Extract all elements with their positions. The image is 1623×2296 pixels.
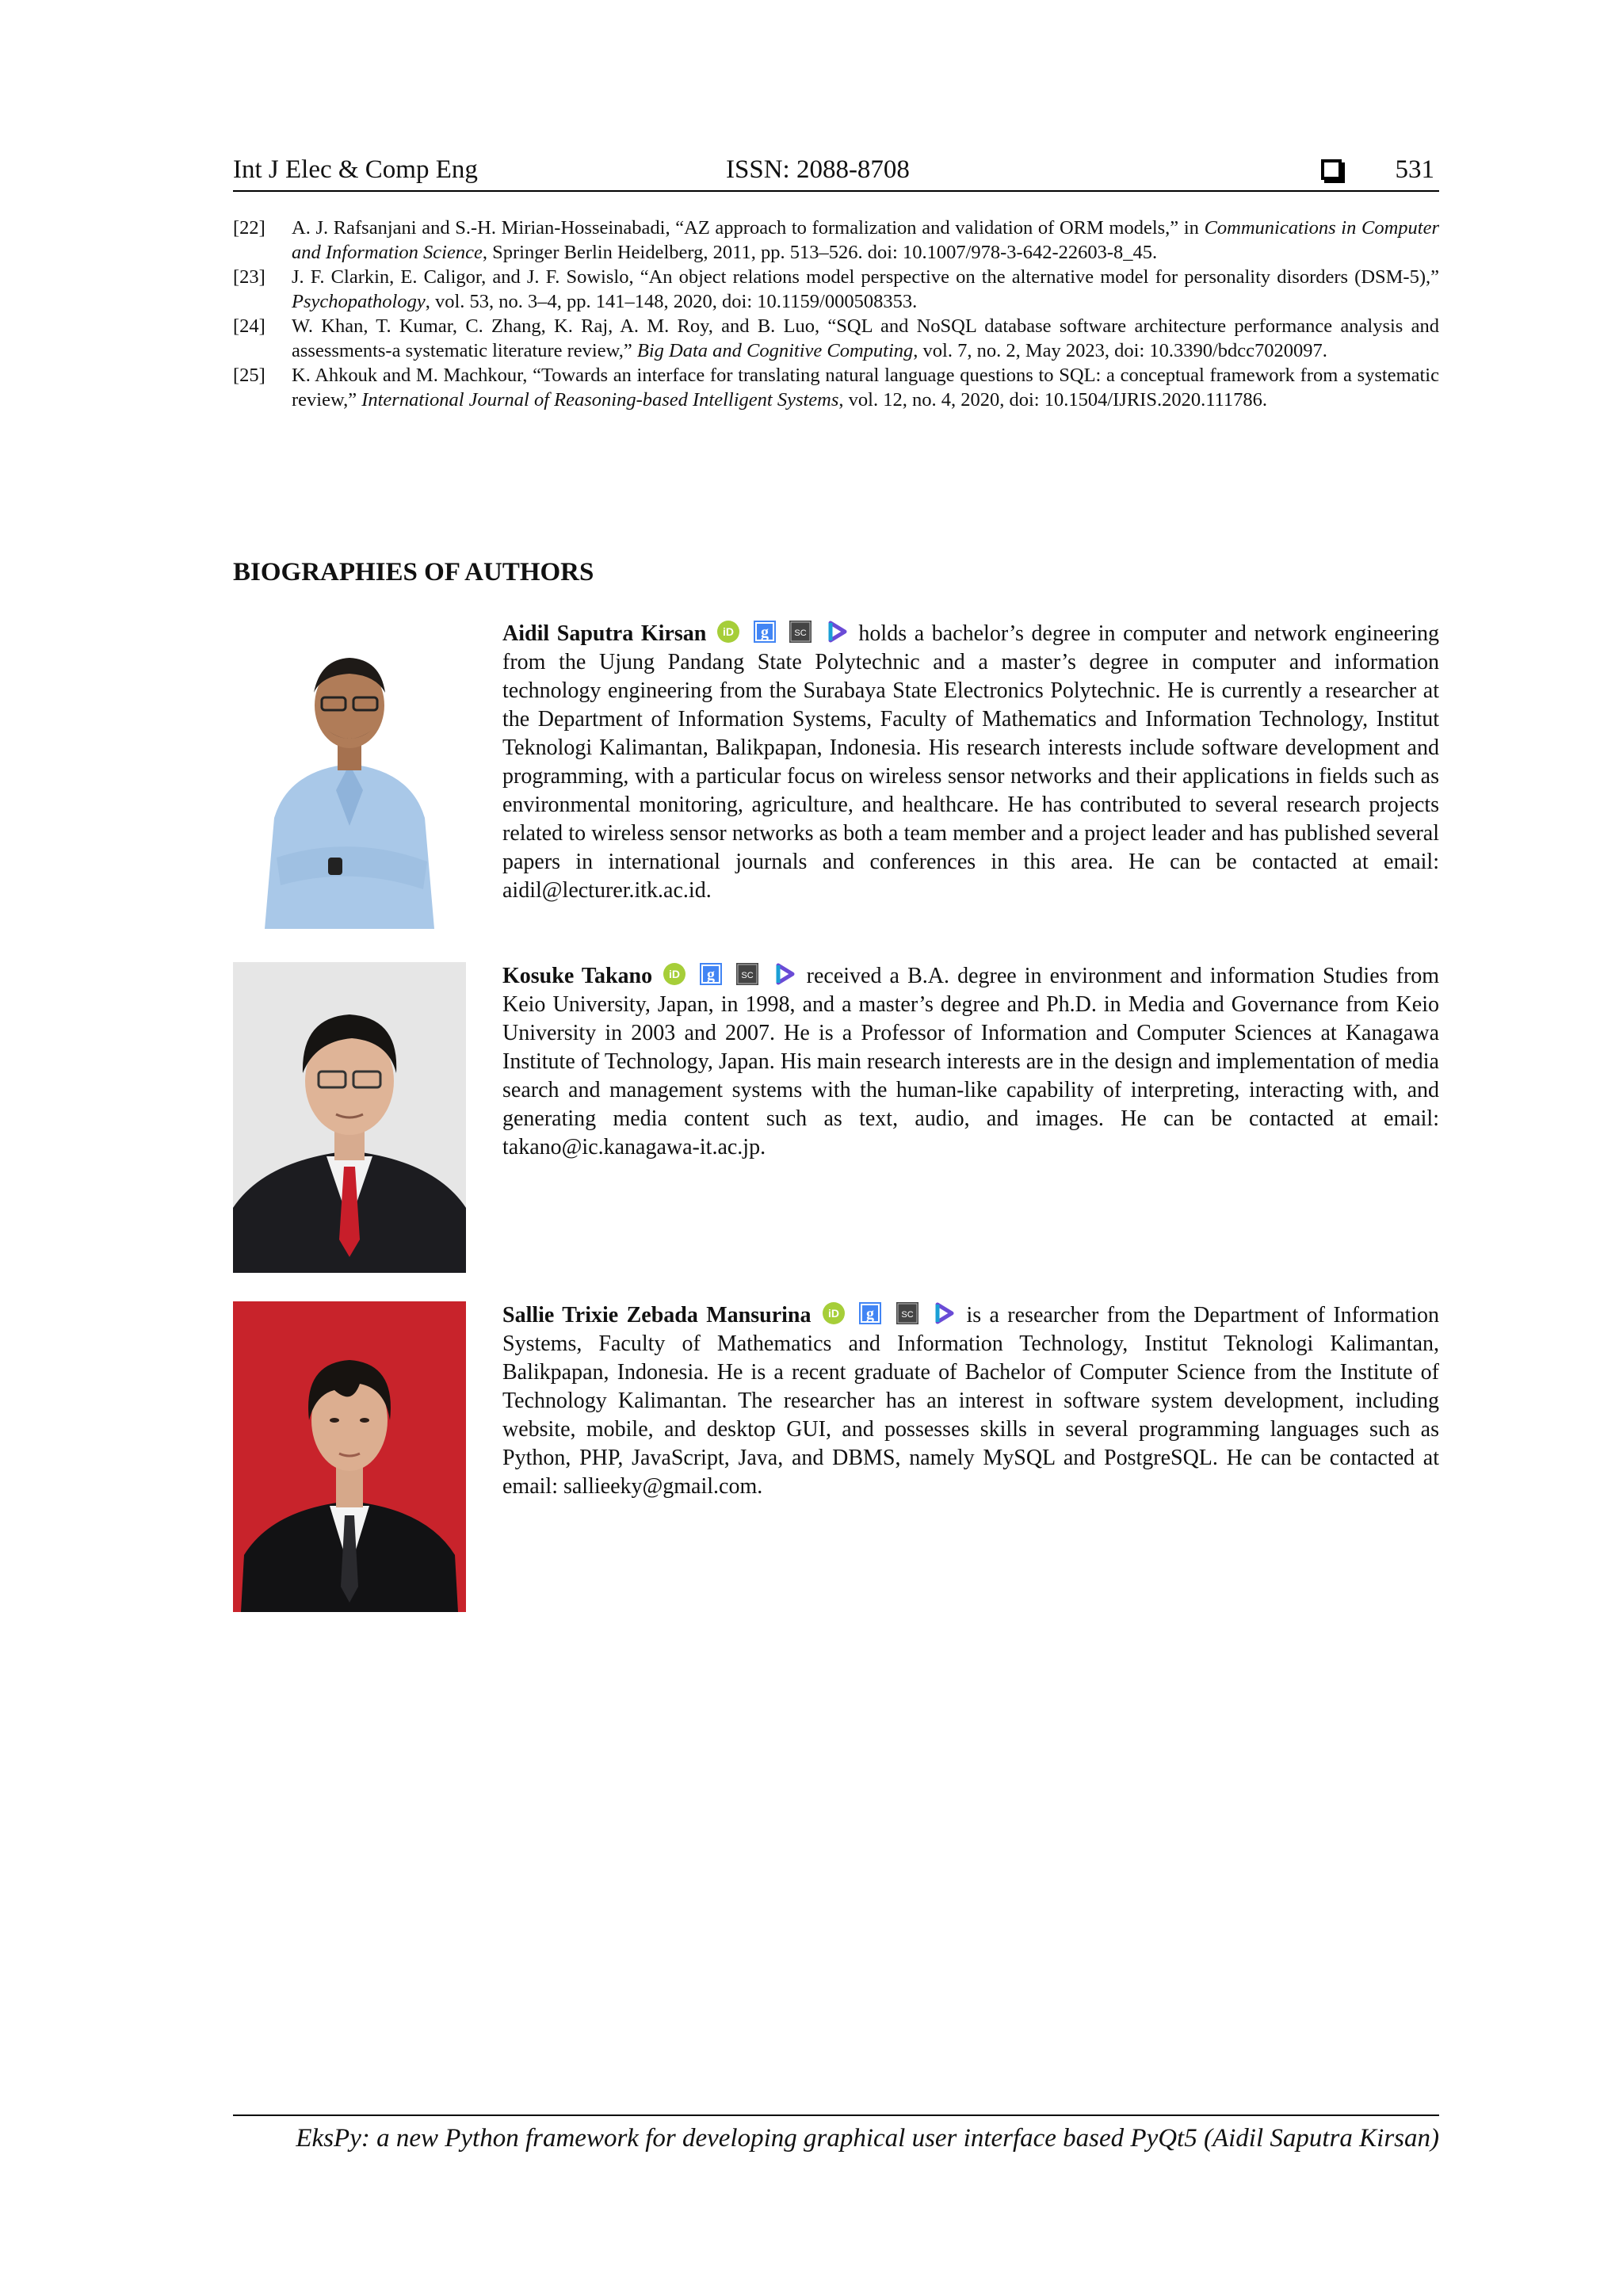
publons-icon[interactable] [773,962,796,986]
reference-details: , vol. 12, no. 4, 2020, doi: 10.1504/IJRIS.2020.111786. [838,389,1268,411]
orcid-icon[interactable] [822,1301,846,1325]
reference-venue: International Journal of Reasoning-based Intelligent Systems [361,389,839,411]
reference-venue: Communications in Computer and Information Science [292,217,1439,263]
author-biography-2 [233,962,1439,1279]
biographies-heading: BIOGRAPHIES OF AUTHORS [233,558,594,586]
running-footer [233,2115,1439,2153]
author-photo [233,620,466,929]
running-header [233,155,1439,192]
footer-title: EksPy: a new Python framework for developing graphical user interface based PyQt5 (Aidil Saputra Kirsan) [296,2124,1439,2153]
orcid-icon[interactable] [663,962,686,986]
reference-number: [22] [233,217,265,239]
reference-authors-title: A. J. Rafsanjani and S.-H. Mirian-Hosseinabadi, “AZ approach to formalization and validation of ORM models,” in [292,217,1205,239]
publons-icon[interactable] [932,1301,956,1325]
reference-item [233,363,1439,412]
scopus-icon[interactable] [735,962,759,986]
reference-item [233,314,1439,363]
reference-venue: Psychopathology [292,291,426,312]
issn: ISSN: 2088-8708 [726,155,910,184]
author-bio: received a B.A. degree in environment and information Studies from Keio University, Japan, in 1998, and a master’s degree and Ph.D. in Media and Governance from Keio University in 2003 and 2007. He is a Professor of Information and Computer Sciences at Kanagawa Institute of Technology, Japan. His main research interests are in the design and implementation of media search and management systems with the human-like capability of interpreting, interacting with, and generating media content such as text, audio, and images. He can be contacted at email: takano@ic.kanagawa-it.ac.jp. [502,964,1440,1159]
reference-authors-title: J. F. Clarkin, E. Caligor, and J. F. Sowislo, “An object relations model perspective on the alternative model for personality disorders (DSM-5),” [292,266,1439,288]
reference-list [233,216,1439,412]
author-bio-text [502,620,1439,905]
google-scholar-icon[interactable] [858,1301,882,1325]
author-biography-3 [233,1301,1439,1618]
google-scholar-icon[interactable] [753,620,777,644]
reference-details: , Springer Berlin Heidelberg, 2011, pp. 513–526. doi: 10.1007/978-3-642-22603-8_45. [482,242,1158,263]
author-name: Aidil Saputra Kirsan [502,621,707,646]
author-name: Kosuke Takano [502,964,653,988]
scopus-icon[interactable] [789,620,812,644]
reference-details: , vol. 53, no. 3–4, pp. 141–148, 2020, doi: 10.1159/000508353. [425,291,918,312]
author-bio-text [502,1301,1439,1501]
reference-number: [25] [233,365,265,386]
reference-authors-title: W. Khan, T. Kumar, C. Zhang, K. Raj, A. M. Roy, and B. Luo, “SQL and NoSQL database software architecture performance analysis and assessments-a systematic literature review,” [292,315,1439,361]
reference-authors-title: K. Ahkouk and M. Machkour, “Towards an interface for translating natural language questions to SQL: a conceptual framework from a systematic review,” [292,365,1439,411]
checkbox-square-icon [1321,159,1342,180]
author-photo [233,962,466,1273]
author-bio-text [502,962,1439,1162]
journal-name: Int J Elec & Comp Eng [233,155,478,184]
scopus-icon[interactable] [896,1301,919,1325]
author-name: Sallie Trixie Zebada Mansurina [502,1303,812,1328]
author-biography-1 [233,620,1439,937]
reference-item [233,265,1439,314]
author-photo [233,1301,466,1612]
reference-details: , vol. 7, no. 2, May 2023, doi: 10.3390/bdcc7020097. [913,340,1327,361]
author-bio: holds a bachelor’s degree in computer and network engineering from the Ujung Pandang State Polytechnic and a master’s degree in computer and information technology engineering from the Surabaya State Electronics Polytechnic. He is currently a researcher at the Department of Information Systems, Faculty of Mathematics and Information Technology, Institut Teknologi Kalimantan, Balikpapan, Indonesia. His research interests include software development and programming, with a particular focus on wireless sensor networks and their applications in fields such as environmental monitoring, agriculture, and healthcare. He has contributed to several research projects related to wireless sensor networks as both a team member and a project leader and has published several papers in international journals and conferences in this area. He can be contacted at email: aidil@lecturer.itk.ac.id. [502,621,1440,903]
orcid-icon[interactable] [716,620,740,644]
reference-number: [23] [233,266,265,288]
reference-number: [24] [233,315,265,337]
page-number: 531 [1395,155,1434,184]
reference-venue: Big Data and Cognitive Computing [636,340,914,361]
publons-icon[interactable] [825,620,849,644]
google-scholar-icon[interactable] [699,962,723,986]
author-bio: is a researcher from the Department of Information Systems, Faculty of Mathematics and Information Technology, Institut Teknologi Kalimantan, Balikpapan, Indonesia. He is a recent graduate of Bachelor of Computer Science from the Institute of Technology Kalimantan. The researcher has an interest in software system development, including website, mobile, and desktop GUI, and possesses skills in several programming languages such as Python, PHP, JavaScript, Java, and DBMS, namely MySQL and PostgreSQL. He can be contacted at email: sallieeky@gmail.com. [502,1303,1440,1499]
reference-item [233,216,1439,265]
